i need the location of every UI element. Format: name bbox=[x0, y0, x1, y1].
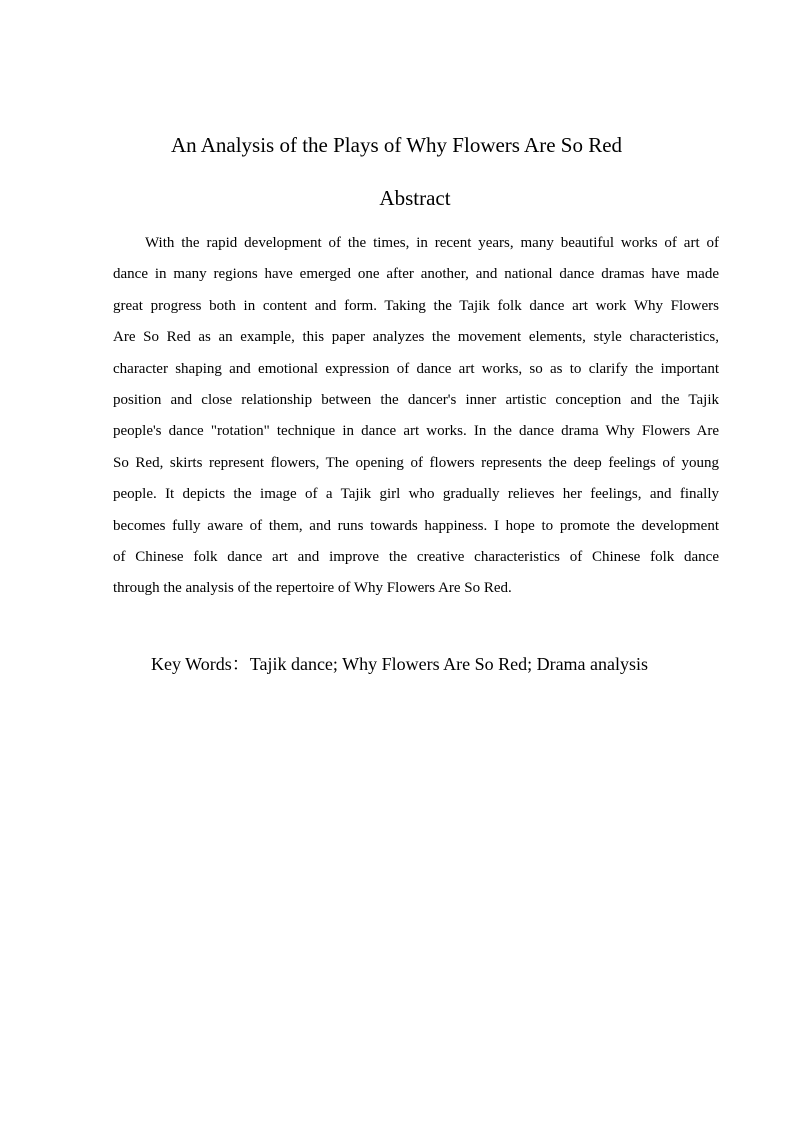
keywords-text: Tajik dance; Why Flowers Are So Red; Drama analysis bbox=[249, 654, 649, 674]
abstract-line: becomes fully aware of them, and runs towards happiness. I hope to promote the development bbox=[113, 517, 719, 534]
abstract-line: character shaping and emotional expression of dance art works, so as to clarify the important bbox=[113, 360, 719, 377]
abstract-line: position and close relationship between the dancer's inner artistic conception and the Tajik bbox=[113, 391, 719, 408]
abstract-line: With the rapid development of the times, in recent years, many beautiful works of art of bbox=[145, 235, 719, 251]
abstract-heading: Abstract bbox=[379, 186, 451, 210]
abstract-line: dance in many regions have emerged one after another, and national dance dramas have made bbox=[113, 266, 719, 283]
abstract-line: people. It depicts the image of a Tajik girl who gradually relieves her feelings, and finally bbox=[113, 486, 719, 503]
keywords bbox=[151, 652, 751, 676]
abstract-line: people's dance "rotation" technique in dance art works. In the dance drama Why Flowers Are bbox=[113, 423, 719, 440]
abstract-paragraph bbox=[113, 228, 719, 605]
keywords-label: Key Words： bbox=[151, 654, 250, 674]
abstract-line: Are So Red as an example, this paper analyzes the movement elements, style characteristics, bbox=[113, 329, 719, 346]
paper-title: An Analysis of the Plays of Why Flowers Are So Red bbox=[170, 133, 623, 157]
abstract-line: through the analysis of the repertoire of Why Flowers Are So Red. bbox=[113, 580, 512, 597]
abstract-line: great progress both in content and form. Taking the Tajik folk dance art work Why Flowers bbox=[113, 297, 719, 314]
abstract-line: So Red, skirts represent flowers, The opening of flowers represents the deep feelings of young bbox=[113, 454, 719, 471]
abstract-line: of Chinese folk dance art and improve the creative characteristics of Chinese folk dance bbox=[113, 548, 719, 565]
